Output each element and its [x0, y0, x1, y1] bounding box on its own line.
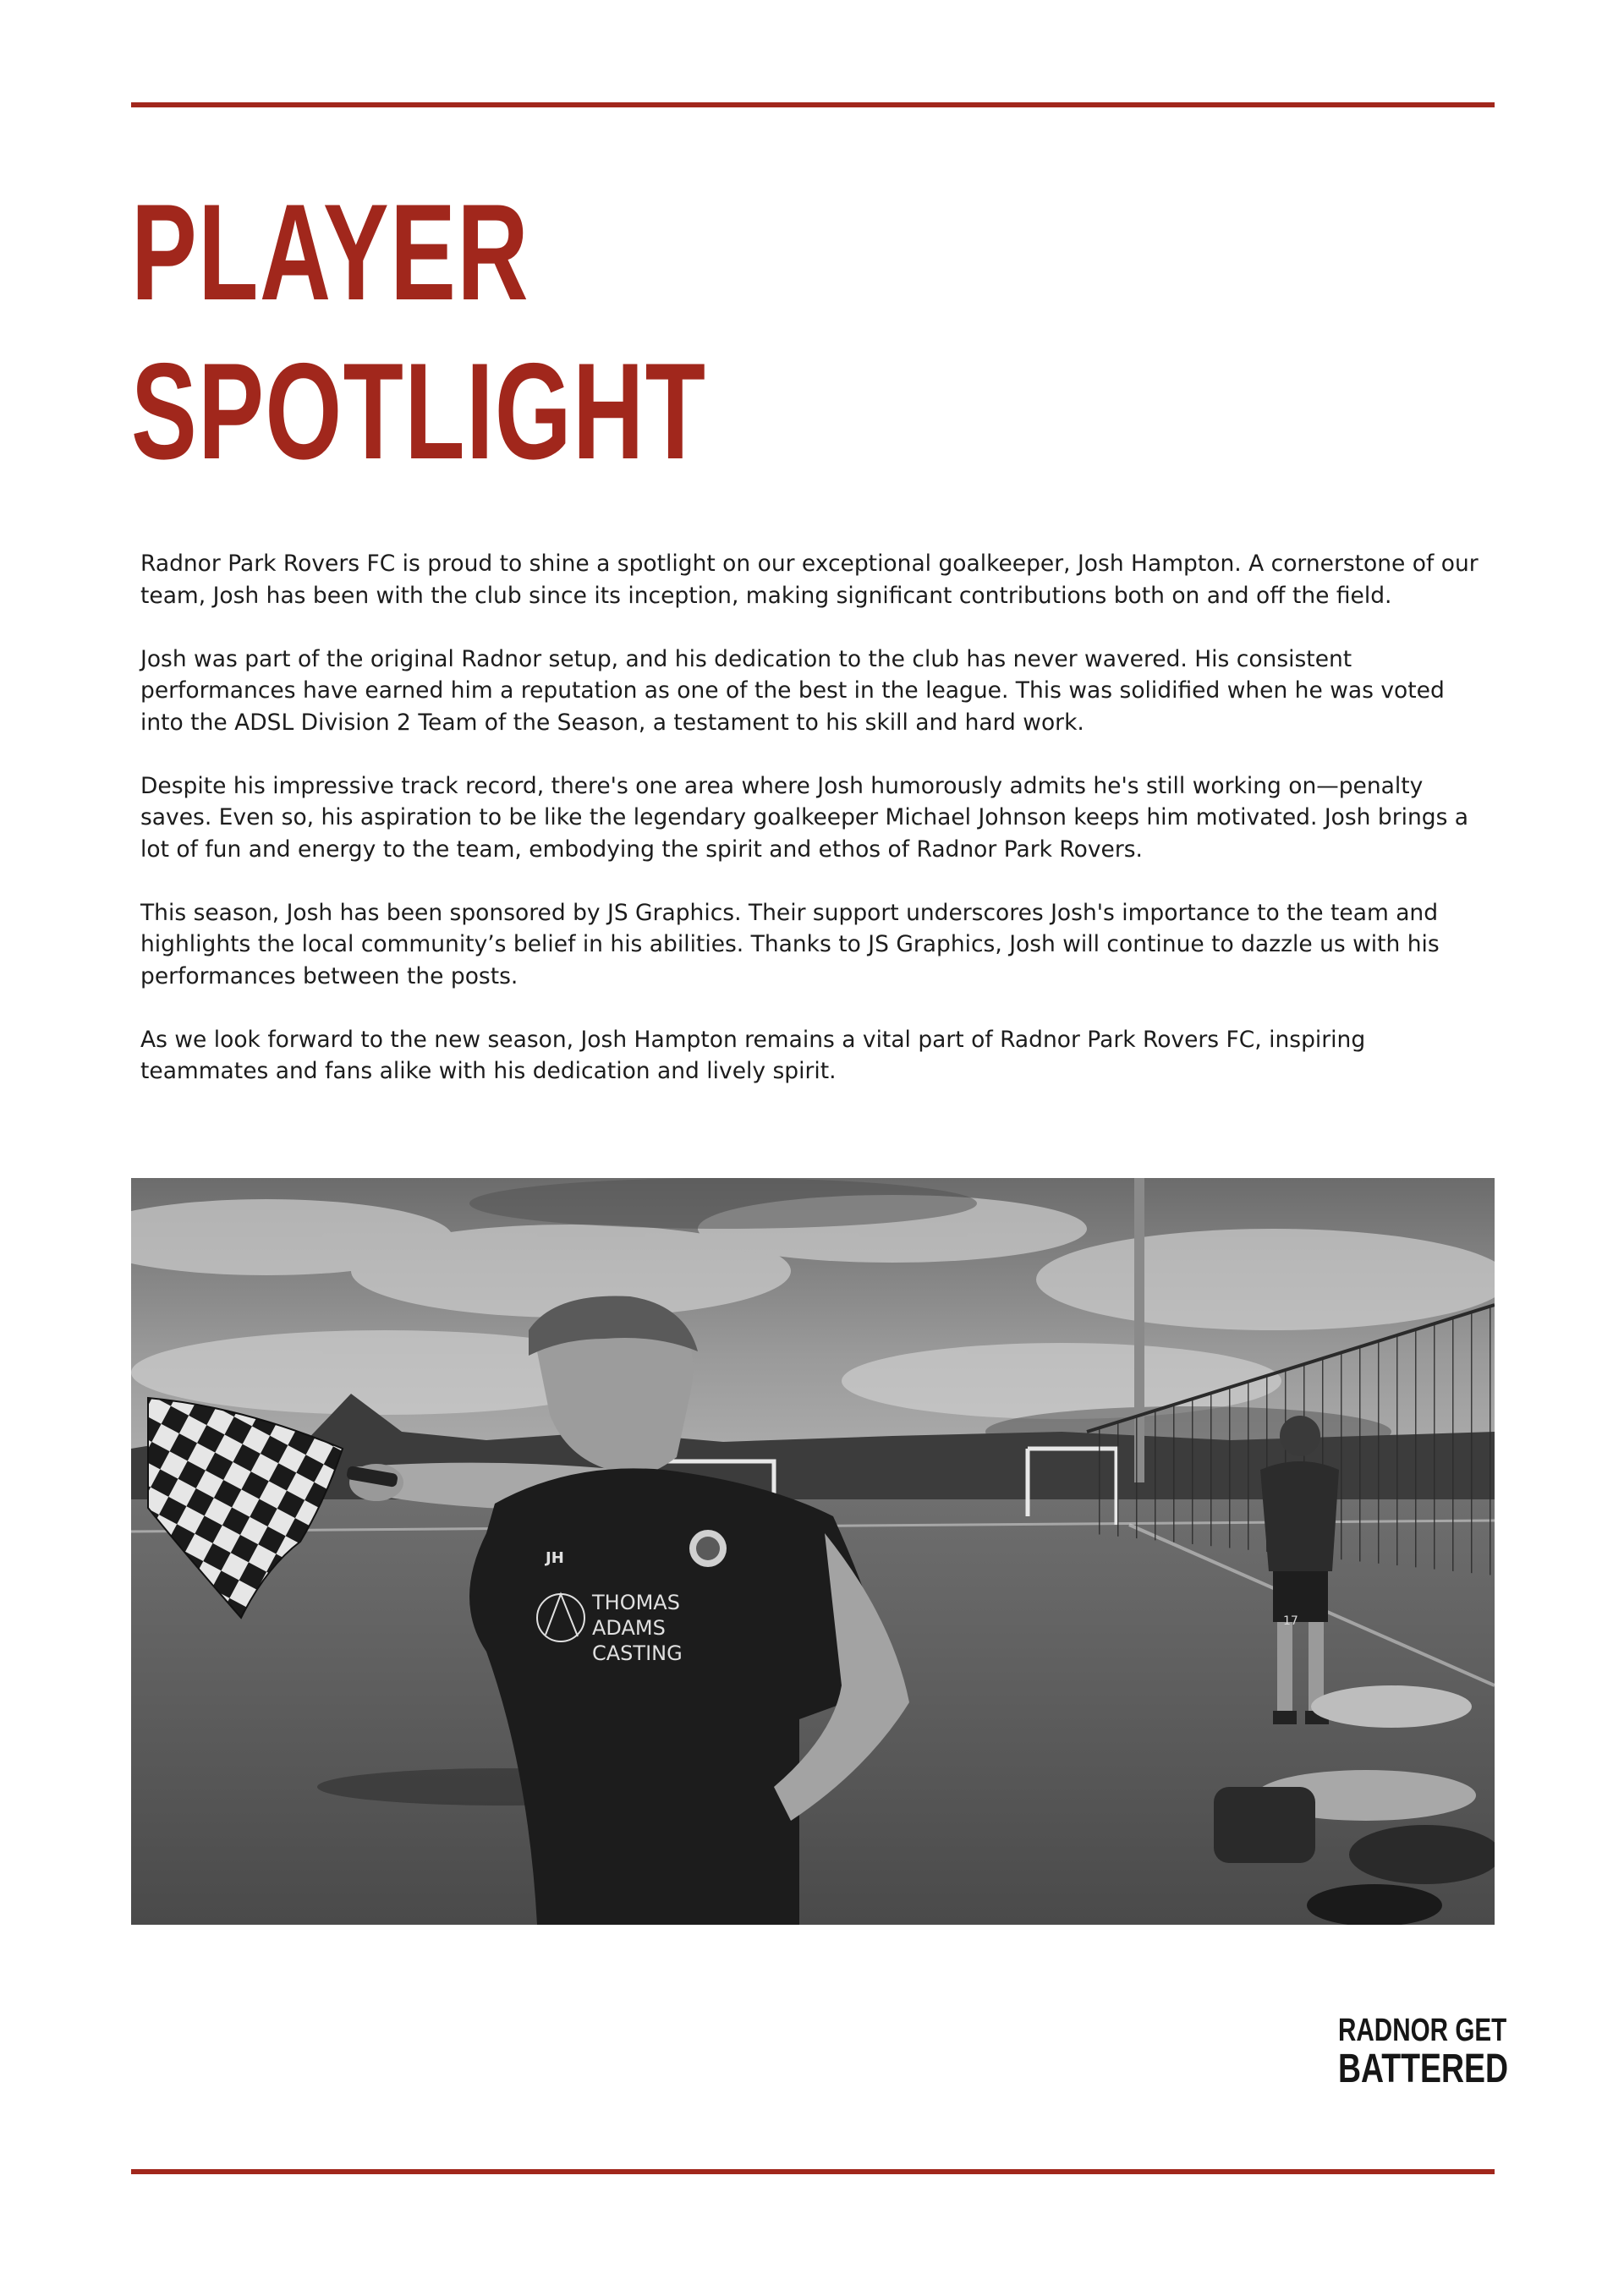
article-paragraph: Radnor Park Rovers FC is proud to shine a spotlight on our exceptional goalkeeper, Josh Hampton. A cornerstone of our team, Josh has been with the club since its inception, making significant contributions both on and off the field.: [140, 551, 1479, 609]
article-paragraph: Despite his impressive track record, there's one area where Josh humorously admits he's still working on—penalty saves. Even so, his aspiration to be like the legendary goalkeeper Michael Johnson keeps him motivated. Josh brings a lot of fun and energy to the team, embodying the spirit and ethos of Radnor Park Rovers.: [140, 772, 1469, 863]
page-title: [131, 173, 706, 491]
bottom-divider: [131, 2169, 1495, 2174]
title-line-1: PLAYER: [131, 176, 530, 329]
article-paragraph: Josh was part of the original Radnor setup, and his dedication to the club has never wavered. His consistent performances have earned him a reputation as one of the best in the league. This was solidified when he was voted into the ADSL Division 2 Team of the Season, a testament to his skill and hard work.: [140, 645, 1445, 736]
footer-tagline: [1338, 2013, 1509, 2091]
top-divider: [131, 102, 1495, 107]
shirt-sponsor-line-1: THOMAS: [592, 1591, 680, 1614]
title-line-2: SPOTLIGHT: [131, 335, 707, 488]
player-photo: [131, 1178, 1495, 1925]
article-body: [140, 548, 1494, 1119]
shirt-sponsor-line-2: ADAMS: [592, 1616, 666, 1640]
shirt-sponsor-line-3: CASTING: [592, 1641, 683, 1665]
article-paragraph: As we look forward to the new season, Josh Hampton remains a vital part of Radnor Park Rovers FC, inspiring teammates and fans alike with his dedication and lively spirit.: [140, 1026, 1366, 1084]
tagline-line-1: RADNOR GET: [1338, 2013, 1507, 2048]
club-crest-icon: [689, 1530, 727, 1567]
background-player-number: 17: [1283, 1614, 1298, 1628]
tagline-line-2: BATTERED: [1338, 2047, 1509, 2091]
shirt-initials: JH: [546, 1549, 564, 1567]
player-photo-illustration: [131, 1178, 1495, 1925]
article-paragraph: This season, Josh has been sponsored by JS Graphics. Their support underscores Josh's importance to the team and highlights the local community’s belief in his abilities. Thanks to JS Graphics, Josh will continue to dazzle us with his performances between the posts.: [140, 899, 1440, 989]
